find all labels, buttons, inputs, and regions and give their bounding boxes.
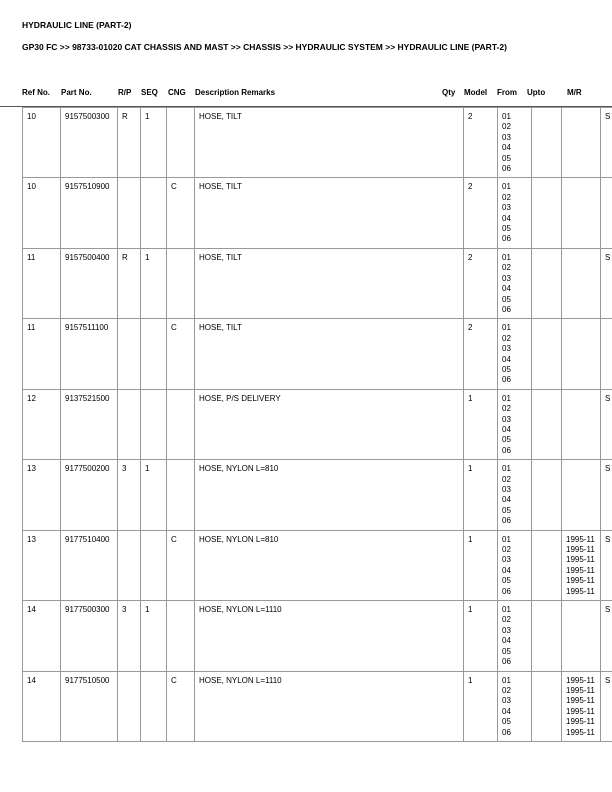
table-row xyxy=(23,530,612,600)
from xyxy=(532,530,562,600)
qty: 2 xyxy=(464,319,498,389)
model xyxy=(498,319,532,389)
description: HOSE, NYLON L=1110 xyxy=(195,601,464,671)
model-line: 06 xyxy=(502,234,511,244)
seq xyxy=(141,178,167,248)
model-line: 02 xyxy=(502,545,511,555)
seq xyxy=(141,389,167,459)
from xyxy=(532,248,562,318)
model-line: 01 xyxy=(502,112,511,121)
model-line: 03 xyxy=(502,203,511,213)
qty: 2 xyxy=(464,178,498,248)
upto-line: 1995-11 xyxy=(566,706,595,716)
upto xyxy=(562,530,601,600)
description: HOSE, TILT xyxy=(195,108,464,178)
parts-table xyxy=(22,107,612,742)
col-part: Part No. xyxy=(61,88,92,97)
model-line: 01 xyxy=(502,323,511,333)
from xyxy=(532,178,562,248)
model-line: 02 xyxy=(502,685,511,695)
cng xyxy=(167,460,195,530)
rp xyxy=(118,389,141,459)
description: HOSE, TILT xyxy=(195,178,464,248)
upto-line: 1995-11 xyxy=(566,717,595,727)
model-line: 05 xyxy=(502,294,511,304)
mr: S xyxy=(601,389,612,459)
from xyxy=(532,601,562,671)
cng: C xyxy=(167,530,195,600)
model-line: 03 xyxy=(502,485,511,494)
seq xyxy=(141,671,167,741)
model-line: 04 xyxy=(502,565,511,575)
seq: 1 xyxy=(141,460,167,530)
model-line: 04 xyxy=(502,213,511,223)
col-from: From xyxy=(497,88,517,97)
model-line: 06 xyxy=(502,445,511,455)
seq: 1 xyxy=(141,108,167,178)
table-row xyxy=(23,671,612,741)
model-line: 04 xyxy=(502,143,511,153)
from xyxy=(532,460,562,530)
model-line: 03 xyxy=(502,344,511,354)
model-line: 01 xyxy=(502,393,511,403)
model-line: 02 xyxy=(502,192,511,202)
model xyxy=(498,671,532,741)
model-line: 03 xyxy=(502,625,511,635)
model-line: 06 xyxy=(502,516,511,526)
ref-no: 10 xyxy=(23,178,61,248)
qty: 1 xyxy=(464,460,498,530)
part-no: 9157500400 xyxy=(61,248,118,318)
model-line: 01 xyxy=(502,605,511,615)
model-line: 02 xyxy=(502,404,511,414)
description: HOSE, NYLON L=810 xyxy=(195,460,464,530)
ref-no: 14 xyxy=(23,601,61,671)
breadcrumb: GP30 FC >> 98733-01020 CAT CHASSIS AND MAST >> CHASSIS >> HYDRAULIC SYSTEM >> HYDRAULIC LINE (PART-2) xyxy=(22,42,507,52)
table-row xyxy=(23,601,612,671)
ref-no: 13 xyxy=(23,460,61,530)
cng: C xyxy=(167,319,195,389)
model-line: 04 xyxy=(502,424,511,434)
upto xyxy=(562,389,601,459)
ref-no: 11 xyxy=(23,248,61,318)
upto xyxy=(562,319,601,389)
part-no: 9137521500 xyxy=(61,389,118,459)
upto xyxy=(562,460,601,530)
mr xyxy=(601,319,612,389)
upto-line: 1995-11 xyxy=(566,555,595,565)
qty: 1 xyxy=(464,530,498,600)
table-header xyxy=(22,88,592,100)
description: HOSE, P/S DELIVERY xyxy=(195,389,464,459)
col-seq: SEQ xyxy=(141,88,158,97)
col-rp: R/P xyxy=(118,88,132,97)
model-line: 03 xyxy=(502,555,511,565)
rp xyxy=(118,178,141,248)
table-row xyxy=(23,389,612,459)
model-line: 03 xyxy=(502,132,511,142)
model-line: 06 xyxy=(502,657,511,667)
model xyxy=(498,108,532,178)
model-line: 06 xyxy=(502,164,511,174)
model xyxy=(498,178,532,248)
model-line: 01 xyxy=(502,675,511,685)
rp: R xyxy=(118,248,141,318)
model-line: 04 xyxy=(502,284,511,294)
rp xyxy=(118,319,141,389)
model-line: 04 xyxy=(502,495,511,505)
mr xyxy=(601,178,612,248)
part-no: 9177500200 xyxy=(61,460,118,530)
rp: 3 xyxy=(118,460,141,530)
upto xyxy=(562,671,601,741)
model-line: 02 xyxy=(502,122,511,132)
col-mr: M/R xyxy=(567,88,582,97)
table-row xyxy=(23,248,612,318)
model-line: 02 xyxy=(502,615,511,625)
model-line: 04 xyxy=(502,354,511,364)
description: HOSE, TILT xyxy=(195,248,464,318)
qty: 1 xyxy=(464,671,498,741)
mr: S xyxy=(601,248,612,318)
rp: R xyxy=(118,108,141,178)
model-line: 04 xyxy=(502,706,511,716)
ref-no: 11 xyxy=(23,319,61,389)
model xyxy=(498,601,532,671)
col-cng: CNG xyxy=(168,88,186,97)
upto xyxy=(562,601,601,671)
model-line: 02 xyxy=(502,474,511,484)
from xyxy=(532,671,562,741)
from xyxy=(532,319,562,389)
table-row xyxy=(23,108,612,178)
ref-no: 14 xyxy=(23,671,61,741)
mr: S xyxy=(601,601,612,671)
model-line: 01 xyxy=(502,182,511,192)
part-no: 9177510500 xyxy=(61,671,118,741)
model-line: 06 xyxy=(502,304,511,314)
upto-line: 1995-11 xyxy=(566,545,595,555)
model-line: 04 xyxy=(502,636,511,646)
col-upto: Upto xyxy=(527,88,546,97)
model-line: 05 xyxy=(502,717,511,727)
cng xyxy=(167,108,195,178)
part-no: 9177510400 xyxy=(61,530,118,600)
upto-line: 1995-11 xyxy=(566,534,595,544)
upto xyxy=(562,178,601,248)
model-line: 06 xyxy=(502,375,511,385)
cng: C xyxy=(167,178,195,248)
qty: 2 xyxy=(464,248,498,318)
upto-line: 1995-11 xyxy=(566,565,595,575)
upto-line: 1995-11 xyxy=(566,696,595,706)
cng: C xyxy=(167,671,195,741)
seq: 1 xyxy=(141,248,167,318)
model-line: 01 xyxy=(502,534,511,544)
upto xyxy=(562,108,601,178)
col-desc: Description Remarks xyxy=(195,88,276,97)
model xyxy=(498,248,532,318)
model-line: 01 xyxy=(502,252,511,262)
model-line: 05 xyxy=(502,576,511,586)
from xyxy=(532,389,562,459)
qty: 1 xyxy=(464,389,498,459)
mr: S xyxy=(601,671,612,741)
model-line: 06 xyxy=(502,727,511,737)
model-line: 01 xyxy=(502,464,511,474)
model-line: 05 xyxy=(502,364,511,374)
cng xyxy=(167,389,195,459)
description: HOSE, NYLON L=1110 xyxy=(195,671,464,741)
model-line: 05 xyxy=(502,224,511,234)
col-ref: Ref No. xyxy=(22,88,50,97)
table-row xyxy=(23,178,612,248)
rp xyxy=(118,530,141,600)
table-row xyxy=(23,460,612,530)
model-line: 03 xyxy=(502,273,511,283)
part-no: 9157510900 xyxy=(61,178,118,248)
model-line: 02 xyxy=(502,333,511,343)
upto-line: 1995-11 xyxy=(566,586,595,596)
upto-line: 1995-11 xyxy=(566,576,595,586)
model-line: 03 xyxy=(502,414,511,424)
qty: 2 xyxy=(464,108,498,178)
model-line: 03 xyxy=(502,696,511,706)
model-line: 05 xyxy=(502,505,511,515)
part-no: 9157511100 xyxy=(61,319,118,389)
model-line: 05 xyxy=(502,435,511,445)
model-line: 02 xyxy=(502,263,511,273)
table-row xyxy=(23,319,612,389)
model xyxy=(498,530,532,600)
part-no: 9177500300 xyxy=(61,601,118,671)
ref-no: 13 xyxy=(23,530,61,600)
qty: 1 xyxy=(464,601,498,671)
seq: 1 xyxy=(141,601,167,671)
rp xyxy=(118,671,141,741)
col-qty: Qty xyxy=(442,88,456,97)
mr: S xyxy=(601,460,612,530)
mr: S xyxy=(601,108,612,178)
page-title: HYDRAULIC LINE (PART-2) xyxy=(22,20,132,30)
rp: 3 xyxy=(118,601,141,671)
model-line: 05 xyxy=(502,153,511,163)
upto-line: 1995-11 xyxy=(566,727,595,737)
model xyxy=(498,389,532,459)
ref-no: 12 xyxy=(23,389,61,459)
ref-no: 10 xyxy=(23,108,61,178)
model xyxy=(498,460,532,530)
description: HOSE, NYLON L=810 xyxy=(195,530,464,600)
description: HOSE, TILT xyxy=(195,319,464,389)
part-no: 9157500300 xyxy=(61,108,118,178)
cng xyxy=(167,601,195,671)
from xyxy=(532,108,562,178)
model-line: 06 xyxy=(502,586,511,596)
seq xyxy=(141,530,167,600)
upto-line: 1995-11 xyxy=(566,675,595,685)
upto xyxy=(562,248,601,318)
upto-line: 1995-11 xyxy=(566,685,595,695)
model-line: 05 xyxy=(502,646,511,656)
seq xyxy=(141,319,167,389)
col-model: Model xyxy=(464,88,488,97)
cng xyxy=(167,248,195,318)
mr: S xyxy=(601,530,612,600)
